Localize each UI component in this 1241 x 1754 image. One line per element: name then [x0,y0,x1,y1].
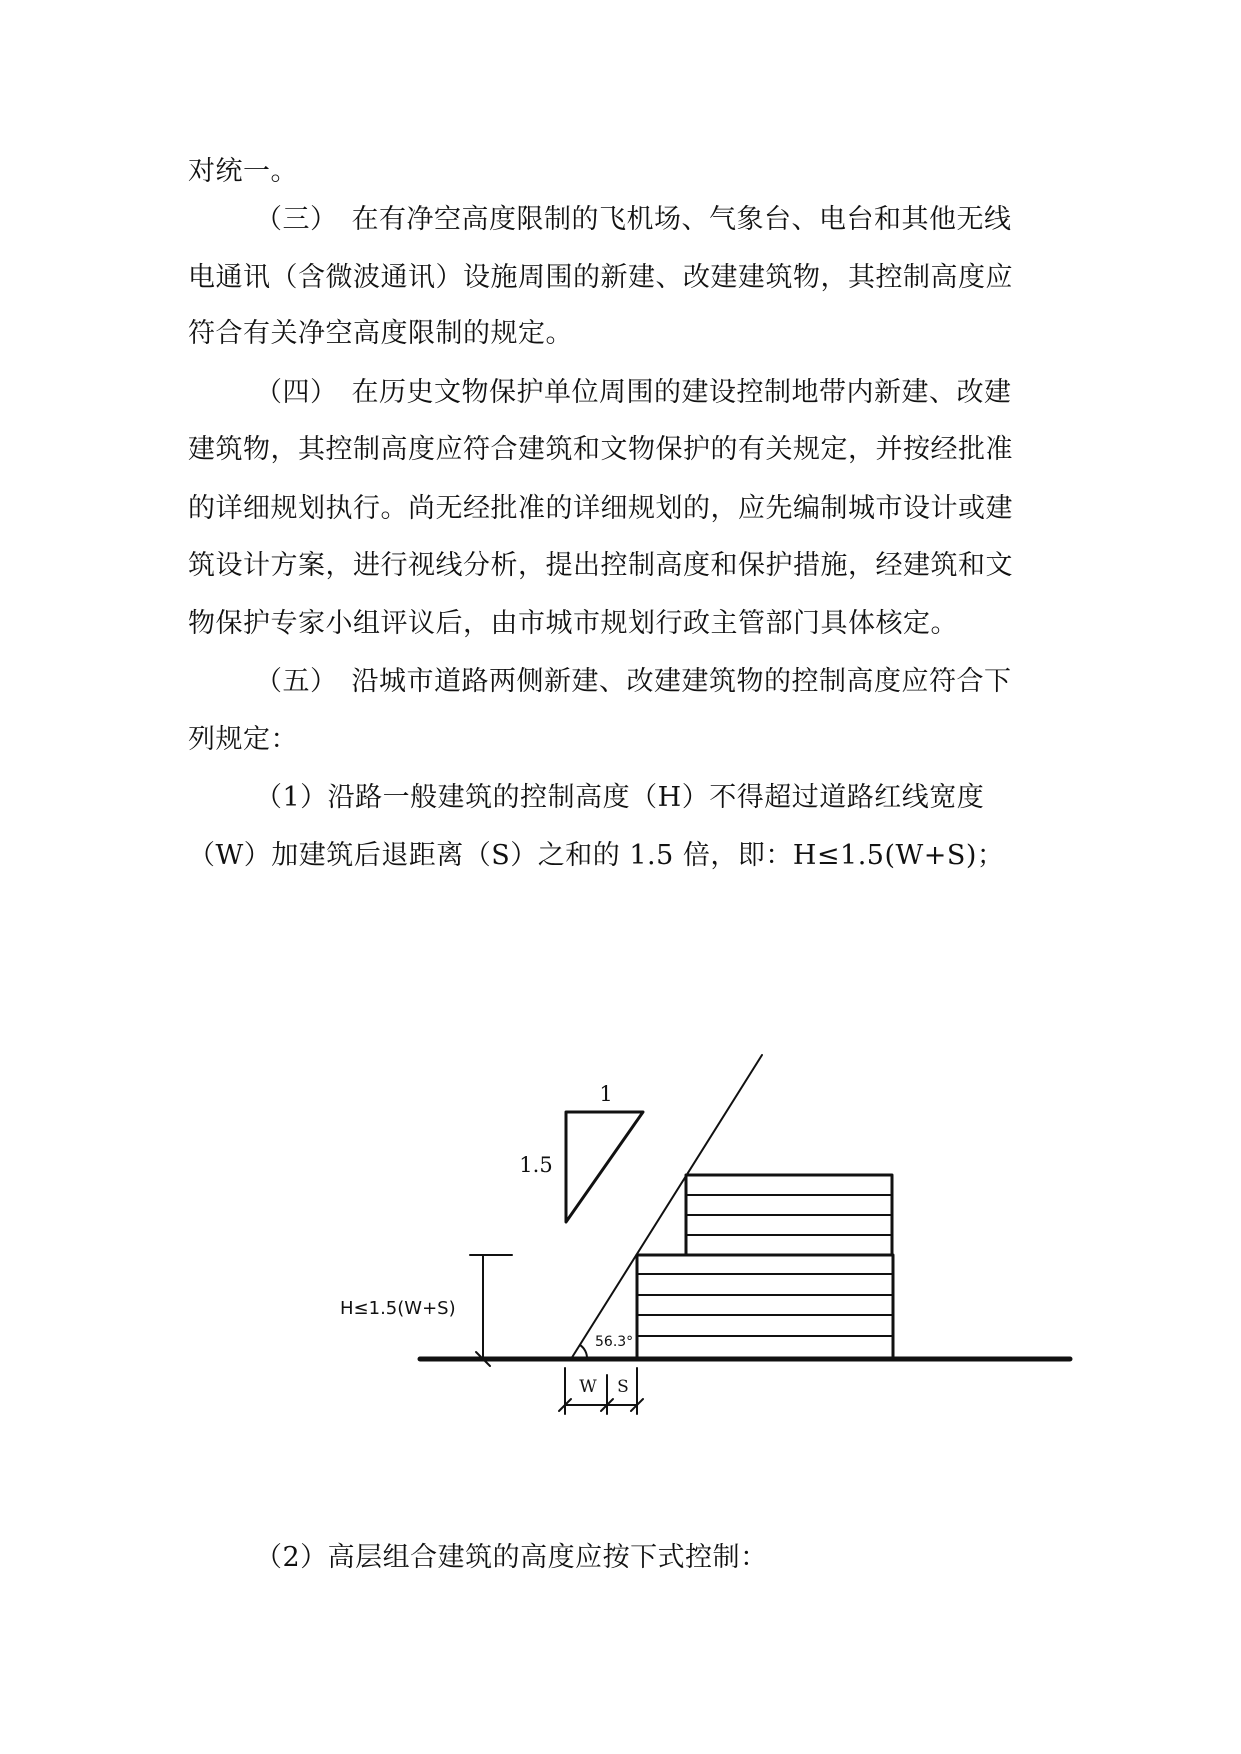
w-label: W [579,1377,597,1397]
height-formula-label: H≤1.5(W+S) [340,1298,456,1319]
paragraph-3-line-3: 符合有关净空高度限制的规定。 [188,318,573,349]
paragraph-4-line-2: 建筑物，其控制高度应符合建筑和文物保护的有关规定，并按经批准 [188,434,1013,465]
paragraph-5-line-2: 列规定： [188,724,298,755]
rule-1-line-2: （W）加建筑后退距离（S）之和的 1.5 倍，即：H≤1.5(W+S)； [188,840,1005,871]
paragraph-3-line-1: （三） 在有净空高度限制的飞机场、气象台、电台和其他无线 [255,204,1012,235]
paragraph-3-line-2: 电通讯（含微波通讯）设施周围的新建、改建建筑物，其控制高度应 [188,262,1013,293]
paragraph-4-line-3: 的详细规划执行。尚无经批准的详细规划的，应先编制城市设计或建 [188,493,1013,524]
rule-2-line-1: （2）高层组合建筑的高度应按下式控制： [255,1542,768,1573]
angle-label: 56.3° [595,1334,634,1350]
paragraph-4-line-1: （四） 在历史文物保护单位周围的建设控制地带内新建、改建 [255,377,1012,408]
s-label: S [617,1377,629,1397]
slope-ratio-triangle [566,1112,643,1222]
rule-1-line-1: （1）沿路一般建筑的控制高度（H）不得超过道路红线宽度 [255,782,985,813]
paragraph-4-line-5: 物保护专家小组评议后，由市城市规划行政主管部门具体核定。 [188,608,958,639]
paragraph-line-1: 对统一。 [188,156,298,187]
slope-rise-label: 1.5 [519,1153,553,1177]
paragraph-4-line-4: 筑设计方案，进行视线分析，提出控制高度和保护措施，经建筑和文 [188,550,1013,581]
slope-run-label: 1 [599,1082,613,1106]
building-lower-block [637,1255,893,1359]
paragraph-5-line-1: （五） 沿城市道路两侧新建、改建建筑物的控制高度应符合下 [255,666,1012,697]
